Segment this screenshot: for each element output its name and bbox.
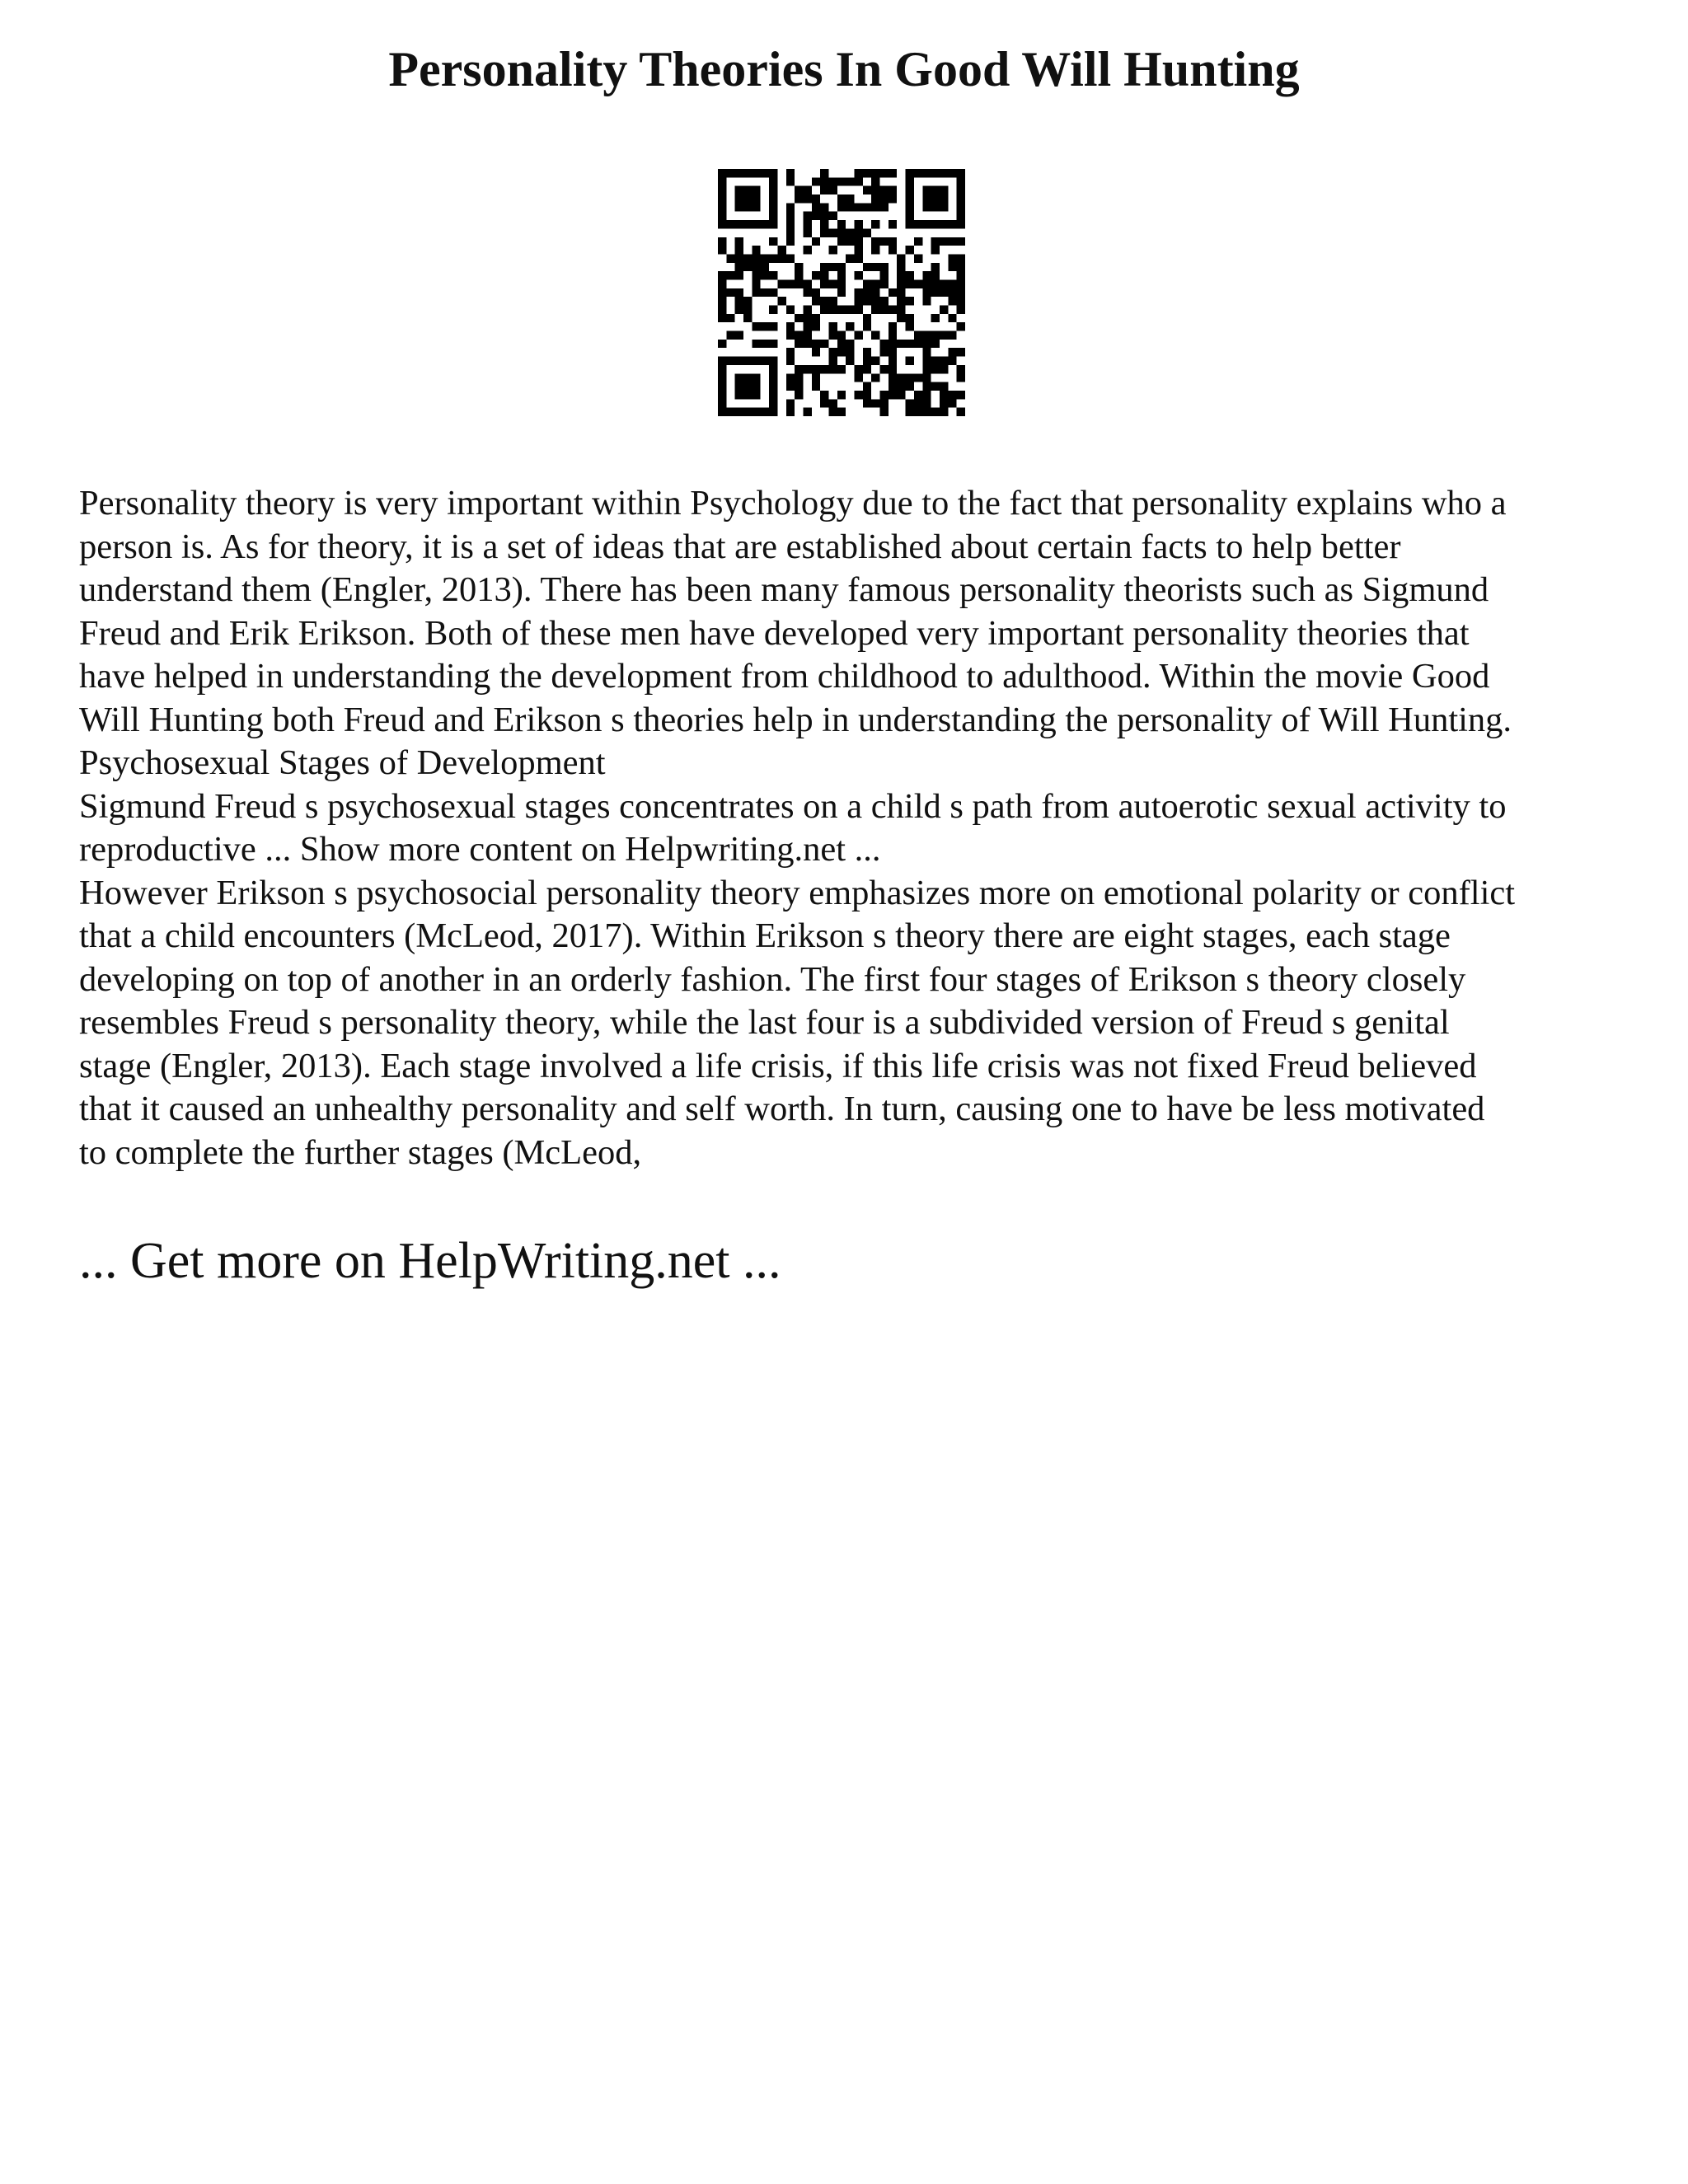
page-title: Personality Theories In Good Will Hunting — [388, 42, 1300, 96]
paragraph-line: have helped in understanding the development from childhood to adulthood. Within the movie Good — [79, 657, 1490, 696]
paragraph-line: Sigmund Freud s psychosexual stages concentrates on a child s path from autoerotic sexual activity to — [79, 786, 1507, 826]
paragraph-line: reproductive ... Show more content on Helpwriting.net ... — [79, 830, 881, 869]
paragraph-line: However Erikson s psychosocial personality theory emphasizes more on emotional polarity or conflict — [79, 873, 1516, 912]
get-more-link[interactable]: ... Get more on HelpWriting.net ... — [79, 1233, 781, 1289]
paragraph-line: that a child encounters (McLeod, 2017). Within Erikson s theory there are eight stages, each stage — [79, 916, 1451, 955]
paragraph-line: to complete the further stages (McLeod, — [79, 1132, 642, 1172]
paragraph-line: Freud and Erik Erikson. Both of these men have developed very important personality theories that — [79, 613, 1470, 653]
paragraph-line: person is. As for theory, it is a set of ideas that are established about certain facts to help better — [79, 527, 1401, 566]
paragraph-line: Will Hunting both Freud and Erikson s theories help in understanding the personality of Will Hunting. — [79, 700, 1512, 739]
paragraph-line: understand them (Engler, 2013). There has been many famous personality theorists such as Sigmund — [79, 570, 1489, 609]
paragraph-line: Personality theory is very important within Psychology due to the fact that personality explains who a — [79, 484, 1507, 523]
paragraph-line: stage (Engler, 2013). Each stage involved a life crisis, if this life crisis was not fixed Freud believed — [79, 1046, 1477, 1085]
qr-code-icon — [718, 169, 965, 416]
paragraph-line: developing on top of another in an orderly fashion. The first four stages of Erikson s theory closely — [79, 959, 1466, 999]
section-heading: Psychosexual Stages of Development — [79, 743, 606, 782]
paragraph-line: that it caused an unhealthy personality and self worth. In turn, causing one to have be less motivated — [79, 1090, 1485, 1128]
article-body — [79, 482, 1629, 1174]
paragraph-line: resembles Freud s personality theory, while the last four is a subdivided version of Freud s genital — [79, 1003, 1450, 1042]
